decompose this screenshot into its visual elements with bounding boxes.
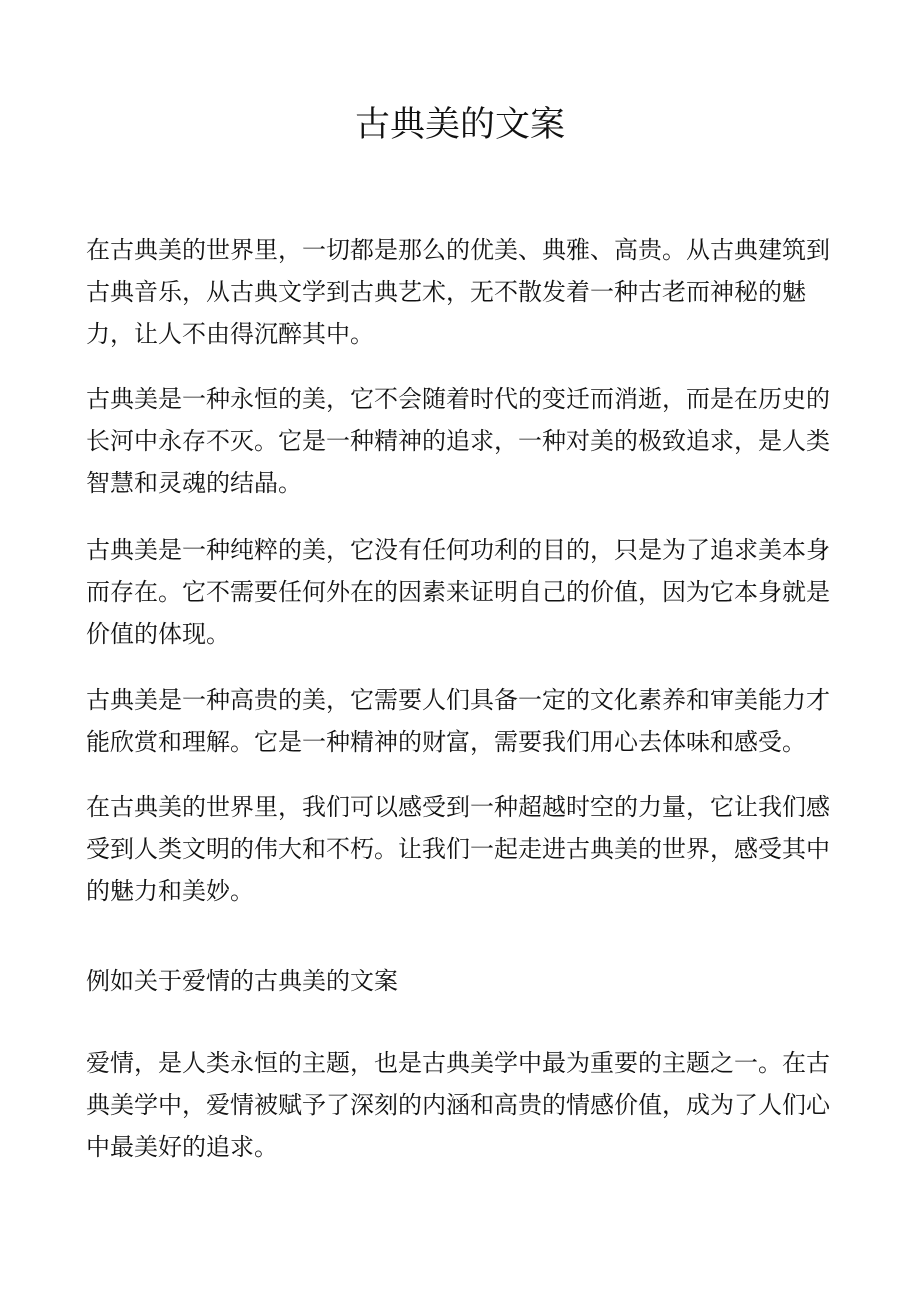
paragraph-4: 古典美是一种高贵的美，它需要人们具备一定的文化素养和审美能力才能欣赏和理解。它是一种精神的财富，需要我们用心去体味和感受。 bbox=[86, 686, 830, 756]
paragraph-2: 古典美是一种永恒的美，它不会随着时代的变迁而消逝，而是在历史的长河中永存不灭。它是一种精神的追求，一种对美的极致追求，是人类智慧和灵魂的结晶。 bbox=[86, 385, 830, 497]
paragraph-5: 在古典美的世界里，我们可以感受到一种超越时空的力量，它让我们感受到人类文明的伟大和不朽。让我们一起走进古典美的世界，感受其中的魅力和美妙。 bbox=[86, 793, 830, 905]
document-title: 古典美的文案 bbox=[354, 105, 565, 145]
closing-paragraph: 爱情，是人类永恒的主题，也是古典美学中最为重要的主题之一。在古典美学中，爱情被赋予了深刻的内涵和高贵的情感价值，成为了人们心中最美好的追求。 bbox=[86, 1049, 830, 1161]
paragraph-3: 古典美是一种纯粹的美，它没有任何功利的目的，只是为了追求美本身而存在。它不需要任何外在的因素来证明自己的价值，因为它本身就是价值的体现。 bbox=[86, 536, 830, 648]
section-subheading: 例如关于爱情的古典美的文案 bbox=[86, 967, 398, 995]
paragraph-1: 在古典美的世界里，一切都是那么的优美、典雅、高贵。从古典建筑到古典音乐，从古典文学到古典艺术，无不散发着一种古老而神秘的魅力，让人不由得沉醉其中。 bbox=[86, 236, 830, 348]
